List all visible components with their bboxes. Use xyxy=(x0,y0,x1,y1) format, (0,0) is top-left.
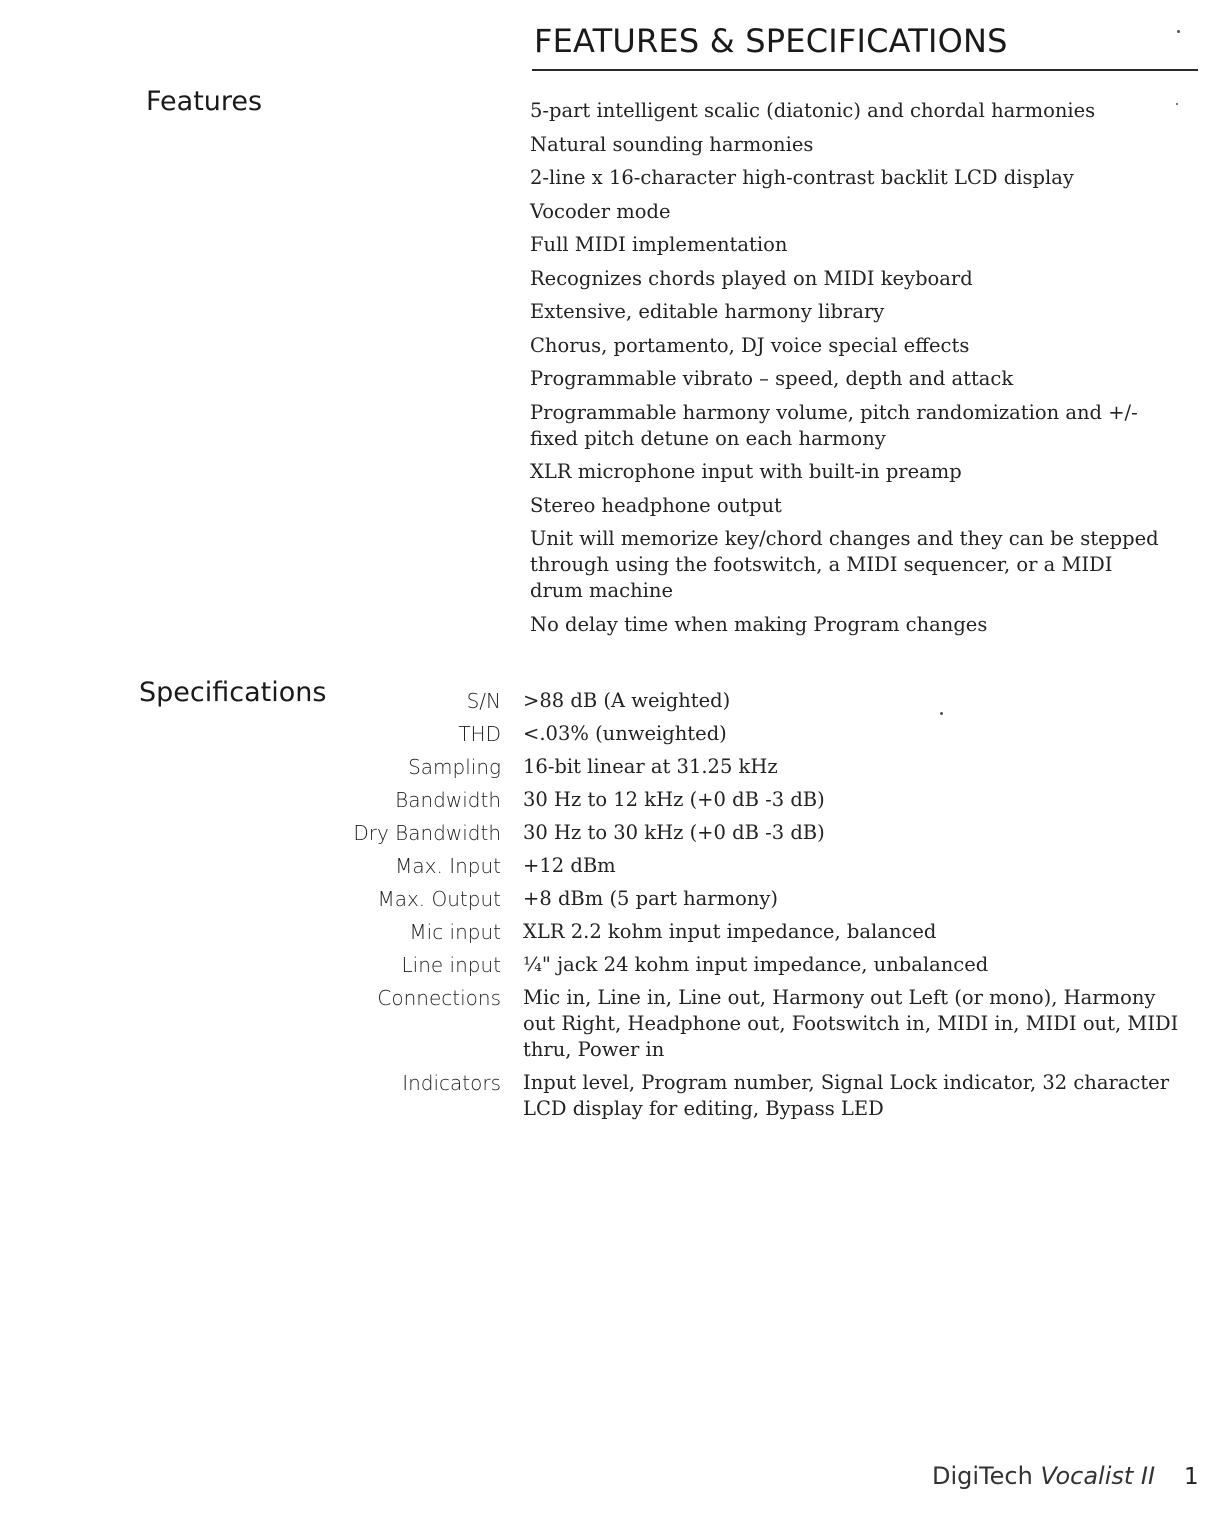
feature-item: 5-part intelligent scalic (diatonic) and chordal harmonies xyxy=(530,99,1096,122)
spec-row xyxy=(300,787,1180,813)
spec-value: <.03% (unweighted) xyxy=(523,722,727,745)
spec-row xyxy=(300,754,1180,780)
spec-row xyxy=(300,952,1180,978)
feature-item: Programmable harmony volume, pitch randomization and +/- fixed pitch detune on each harmony xyxy=(530,400,1138,450)
feature-item: Natural sounding harmonies xyxy=(530,132,814,156)
page-number: 1 xyxy=(1184,1464,1199,1490)
feature-item: 2-line x 16-character high-contrast backlit LCD display xyxy=(530,166,1074,189)
spec-value: ¼" jack 24 kohm input impedance, unbalanced xyxy=(523,953,989,976)
footer-model: Vocalist II xyxy=(1040,1462,1156,1490)
spec-value: Mic in, Line in, Line out, Harmony out Left (or mono), Harmony out Right, Headphone out, Footswitch in, MIDI in, MIDI out, MIDI thru, Power in xyxy=(523,986,1179,1061)
spec-label: Sampling xyxy=(408,755,501,779)
spec-label: Max. Output xyxy=(377,887,501,911)
spec-value: 30 Hz to 12 kHz (+0 dB -3 dB) xyxy=(523,788,825,811)
spec-row xyxy=(300,721,1180,747)
features-heading: Features xyxy=(146,86,263,117)
spec-label: Bandwidth xyxy=(395,788,501,812)
feature-item: Vocoder mode xyxy=(530,199,671,223)
feature-item: Full MIDI implementation xyxy=(530,233,788,256)
spec-label: Max. Input xyxy=(395,854,501,878)
spec-row xyxy=(300,688,1180,714)
spec-value: +8 dBm (5 part harmony) xyxy=(523,887,779,910)
footer-product xyxy=(932,1462,1155,1490)
spec-value: 16-bit linear at 31.25 kHz xyxy=(523,755,778,778)
spec-value: +12 dBm xyxy=(523,854,616,877)
spec-row xyxy=(300,985,1180,1063)
spec-value: XLR 2.2 kohm input impedance, balanced xyxy=(523,920,937,943)
spec-value: Input level, Program number, Signal Lock indicator, 32 character LCD display for editing, Bypass LED xyxy=(523,1071,1170,1120)
features-list xyxy=(530,98,1170,645)
spec-label: Dry Bandwidth xyxy=(353,821,501,845)
spec-row xyxy=(300,1070,1180,1122)
specifications-heading: Specifications xyxy=(139,677,327,708)
spec-row xyxy=(300,820,1180,846)
feature-item: Stereo headphone output xyxy=(530,493,782,517)
title-divider xyxy=(532,69,1198,71)
footer-brand: DigiTech xyxy=(932,1462,1033,1490)
spec-label: Connections xyxy=(377,986,501,1010)
feature-item: Extensive, editable harmony library xyxy=(530,300,885,323)
spec-value: 30 Hz to 30 kHz (+0 dB -3 dB) xyxy=(523,821,825,844)
spec-row xyxy=(300,853,1180,879)
spec-row xyxy=(300,886,1180,912)
spec-label: S/N xyxy=(466,689,501,713)
page-title: FEATURES & SPECIFICATIONS xyxy=(534,22,1008,60)
spec-label: THD xyxy=(458,722,501,746)
scan-speck xyxy=(1176,103,1178,105)
feature-item: Programmable vibrato – speed, depth and attack xyxy=(530,367,1014,390)
spec-value: >88 dB (A weighted) xyxy=(523,689,731,712)
feature-item: Unit will memorize key/chord changes and they can be stepped through using the footswitch, a MIDI sequencer, or a MIDI drum machine xyxy=(530,527,1159,602)
scan-speck xyxy=(940,712,943,715)
scan-speck xyxy=(1177,30,1180,33)
spec-label: Indicators xyxy=(402,1071,501,1095)
feature-item: Recognizes chords played on MIDI keyboard xyxy=(530,266,973,290)
spec-row xyxy=(300,919,1180,945)
feature-item: No delay time when making Program changes xyxy=(530,612,988,636)
specifications-table xyxy=(300,688,1180,1129)
feature-item: XLR microphone input with built-in preamp xyxy=(530,460,962,483)
spec-label: Line input xyxy=(401,953,501,977)
spec-label: Mic input xyxy=(409,920,501,944)
feature-item: Chorus, portamento, DJ voice special effects xyxy=(530,333,970,357)
